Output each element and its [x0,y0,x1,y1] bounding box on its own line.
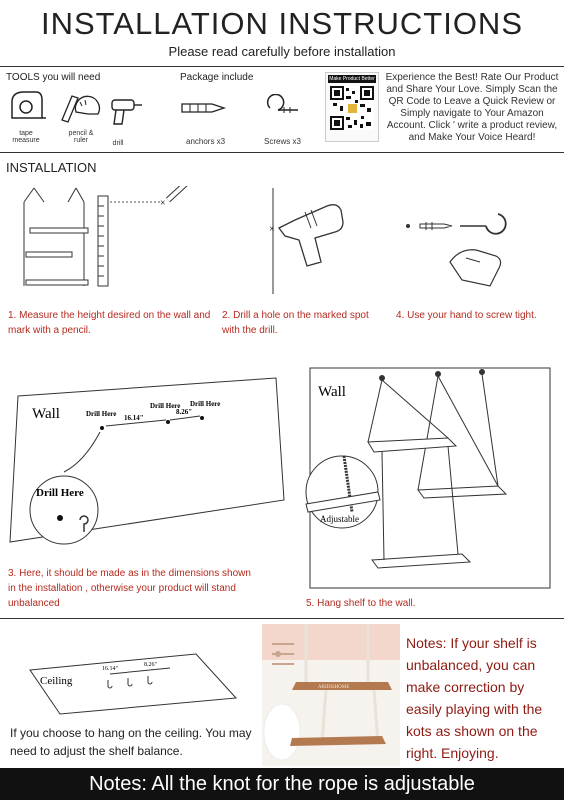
step3-drill-here-3: Drill Here [190,400,221,408]
notes-text: Notes: If your shelf is unbalanced, you can make correction by easily playing with the kots as shown on the right. Enjoying. [406,635,543,761]
ceiling-diagram [20,640,250,716]
package-label-screws: Screws x3 [264,137,301,146]
installation-divider [0,618,564,619]
ceiling-dim2: 8.26" [144,662,157,668]
pencil-ruler-icon [58,92,104,124]
step-5-text: 5. Hang shelf to the wall. [306,598,416,609]
footer-banner: Notes: All the knot for the rope is adjustable [0,768,564,800]
page-subtitle: Please read carefully before installation [168,44,396,59]
step-4-text: 4. Use your hand to screw tight. [396,310,537,321]
shelf-photo [262,624,400,766]
ceiling-dim1: 16.14" [102,666,118,672]
qr-code-icon[interactable] [330,86,374,130]
package-label-anchors: anchors x3 [186,137,226,146]
step-3-text: 3. Here, it should be made as in the dimensions shown in the installation , otherwise your product will stand unbalanced [8,568,251,609]
step2-illustration [255,182,365,298]
step5-wall-label: Wall [318,384,346,400]
step5-adjustable-label: Adjustable [320,514,359,524]
svg-text:×: × [269,224,275,235]
tool-label-pencil: pencil & ruler [68,130,94,144]
header-divider [0,66,564,67]
installation-heading: INSTALLATION [6,160,97,175]
step3-drill-here-1: Drill Here [86,410,117,418]
step3-dim1: 16.14" [124,414,144,422]
tool-label-drill: drill [112,140,124,147]
package-heading: Package include [180,72,254,83]
step3-zoom-label: Drill Here [36,487,84,499]
tools-heading: TOOLS you will need [6,72,101,83]
shelf-brand-text: ARIDISHOME [318,685,350,690]
tools-divider [0,152,564,153]
step1-illustration [10,186,210,298]
step4-illustration [400,200,520,296]
qr-caption: Make Product Better [329,76,375,82]
svg-text:×: × [160,198,166,209]
tape-measure-icon [6,88,46,122]
tool-label-tape: tape measure [12,130,40,144]
step3-wall-label: Wall [32,406,60,422]
step3-dim2: 8.26" [176,408,193,416]
qr-card[interactable] [325,72,379,142]
step3-drill-here-2: Drill Here [150,402,181,410]
step-2-text: 2. Drill a hole on the marked spot with the drill. [222,310,369,336]
hook-screw-icon [256,94,304,124]
review-promo-text: Experience the Best! Rate Our Product and Share Your Love. Simply Scan the QR Code to Leave a Quick Review or Simply navigate to Your Amazon Account. Click ' write a product review, and Make Your Voice Heard! [385,72,559,143]
page-title: INSTALLATION INSTRUCTIONS [40,6,523,41]
step3-wall-diagram [4,372,300,562]
step-1-text: 1. Measure the height desired on the wall and mark with a pencil. [8,310,211,336]
ceiling-instructions: If you choose to hang on the ceiling. You may need to adjust the shelf balance. [10,726,252,758]
anchor-icon [178,98,232,118]
step5-shelf-diagram [298,362,558,592]
ceiling-label: Ceiling [40,675,73,687]
drill-icon [106,96,144,126]
